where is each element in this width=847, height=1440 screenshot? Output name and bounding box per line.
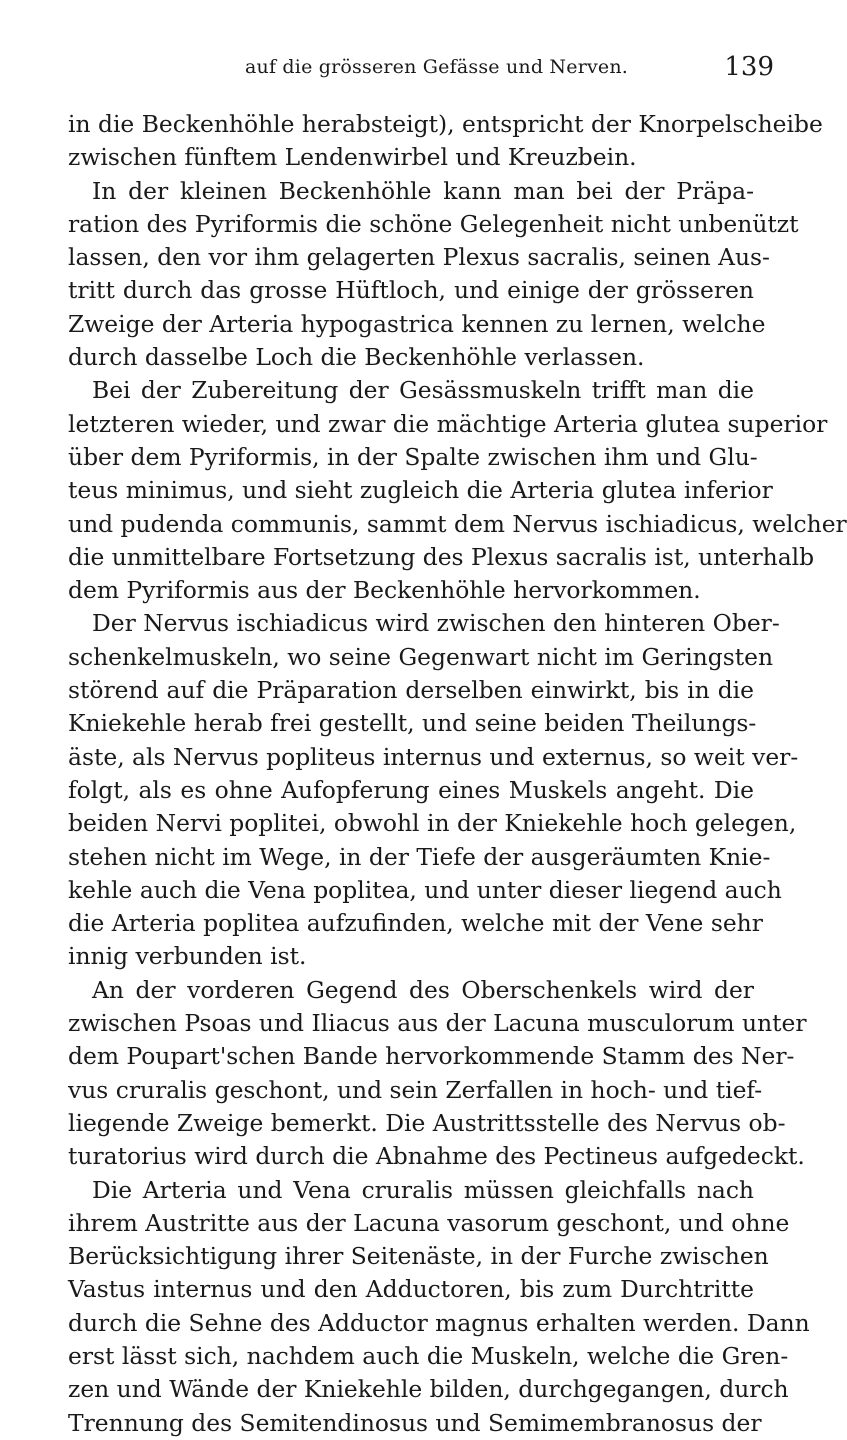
text-line: folgt, als es ohne Aufopferung eines Muskels angeht. Die — [68, 775, 754, 804]
text-line: in die Beckenhöhle herabsteigt), entspricht der Knorpelscheibe — [68, 110, 823, 138]
text-line: kehle auch die Vena poplitea, und unter dieser liegend auch — [68, 875, 782, 904]
text-line: zen und Wände der Kniekehle bilden, durchgegangen, durch — [68, 1375, 789, 1404]
text-line: ration des Pyriformis die schöne Gelegenheit nicht unbenützt — [68, 209, 799, 238]
text-line: lassen, den vor ihm gelagerten Plexus sacralis, seinen Aus- — [68, 243, 770, 272]
text-line: dem Poupart'schen Bande hervorkommende Stamm des Ner- — [68, 1042, 795, 1071]
text-line: tritt durch das grosse Hüftloch, und einige der grösseren — [68, 276, 754, 305]
text-line: Der Nervus ischiadicus wird zwischen den hinteren Ober- — [92, 609, 780, 638]
text-line: zwischen fünftem Lendenwirbel und Kreuzbein. — [68, 143, 637, 172]
text-line: teus minimus, und sieht zugleich die Arteria glutea inferior — [68, 476, 773, 505]
text-line: beiden Nervi poplitei, obwohl in der Kniekehle hoch gelegen, — [68, 809, 797, 838]
text-line: An der vorderen Gegend des Oberschenkels wird der — [92, 975, 754, 1004]
text-line: durch die Sehne des Adductor magnus erhalten werden. Dann — [68, 1308, 810, 1337]
running-head — [90, 52, 780, 82]
text-line: äste, als Nervus popliteus internus und externus, so weit ver- — [68, 742, 799, 771]
text-line: zwischen Psoas und Iliacus aus der Lacuna musculorum unter — [68, 1009, 807, 1038]
text-line: die Arteria poplitea aufzufinden, welche mit der Vene sehr — [68, 909, 763, 938]
text-line: stehen nicht im Wege, in der Tiefe der ausgeräumten Knie- — [68, 842, 771, 871]
text-line: vus cruralis geschont, und sein Zerfallen in hoch- und tief- — [68, 1075, 763, 1104]
text-line: schenkelmuskeln, wo seine Gegenwart nicht im Geringsten — [68, 642, 774, 671]
text-line: turatorius wird durch die Abnahme des Pectineus aufgedeckt. — [68, 1142, 805, 1171]
text-line: In der kleinen Beckenhöhle kann man bei der Präpa- — [92, 176, 754, 205]
text-line: Zweige der Arteria hypogastrica kennen zu lernen, welche — [68, 309, 766, 338]
text-line: innig verbunden ist. — [68, 942, 307, 971]
text-line: Kniekehle herab frei gestellt, und seine beiden Theilungs- — [68, 709, 757, 738]
text-line: Bei der Zubereitung der Gesässmuskeln trifft man die — [92, 376, 754, 405]
text-line: über dem Pyriformis, in der Spalte zwischen ihm und Glu- — [68, 442, 758, 471]
text-line: durch dasselbe Loch die Beckenhöhle verlassen. — [68, 343, 645, 372]
text-line: dem Pyriformis aus der Beckenhöhle hervorkommen. — [68, 576, 701, 605]
text-line: liegende Zweige bemerkt. Die Austrittsstelle des Nervus ob- — [68, 1108, 786, 1137]
text-line: die unmittelbare Fortsetzung des Plexus sacralis ist, unterhalb — [68, 542, 815, 571]
text-line: Vastus internus und den Adductoren, bis zum Durchtritte — [68, 1275, 754, 1304]
body-text — [68, 108, 847, 1440]
page-number: 139 — [724, 52, 774, 82]
text-line: störend auf die Präparation derselben einwirkt, bis in die — [68, 676, 754, 705]
text-line: Trennung des Semitendinosus und Semimembranosus der — [68, 1408, 762, 1437]
text-line: ihrem Austritte aus der Lacuna vasorum geschont, und ohne — [68, 1208, 790, 1237]
running-title: auf die grösseren Gefässe und Nerven. — [245, 56, 629, 78]
text-line: letzteren wieder, und zwar die mächtige Arteria glutea superior — [68, 409, 828, 438]
text-line: erst lässt sich, nachdem auch die Muskeln, welche die Gren- — [68, 1341, 789, 1370]
text-line: Berücksichtigung ihrer Seitenäste, in der Furche zwischen — [68, 1242, 769, 1271]
text-line: und pudenda communis, sammt dem Nervus ischiadicus, welcher — [68, 509, 847, 538]
text-line: Die Arteria und Vena cruralis müssen gleichfalls nach — [92, 1175, 754, 1204]
